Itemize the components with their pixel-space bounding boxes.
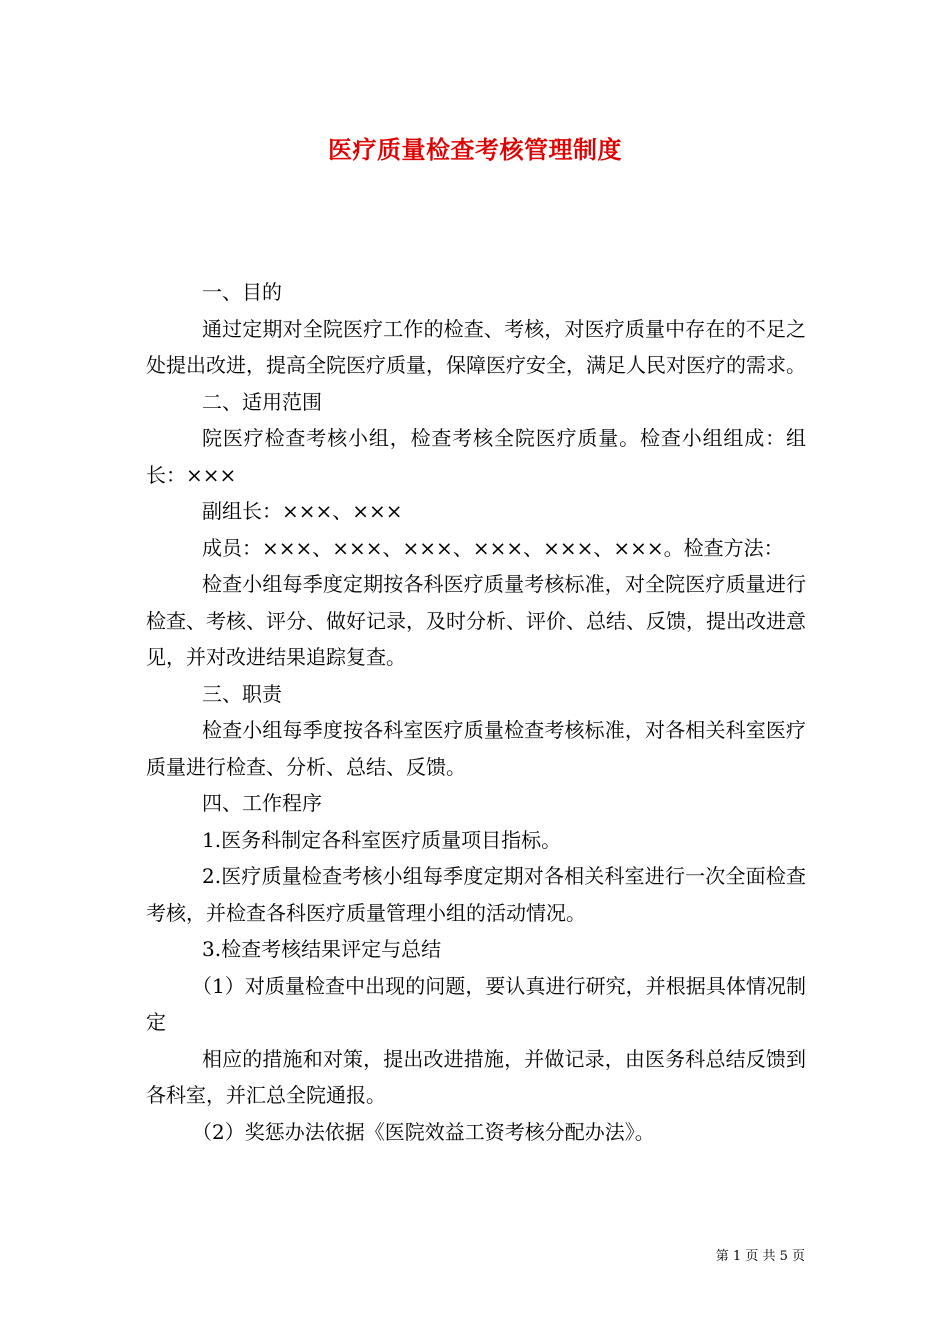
section-heading-purpose: 一、目的 — [202, 280, 282, 304]
procedure-subitem-2: （2）奖惩办法依据《医院效益工资考核分配办法》。 — [192, 1119, 655, 1144]
paragraph-scope: 院医疗检查考核小组，检查考核全院医疗质量。检查小组组成：组长：××× — [146, 426, 806, 487]
paragraph-deputy-leader: 副组长：×××、××× — [202, 499, 403, 523]
procedure-subitem-1: （1）对质量检查中出现的问题，要认真进行研究，并根据具体情况制定 — [146, 973, 806, 1034]
document-body — [146, 274, 806, 1150]
paragraph-duties: 检查小组每季度按各科室医疗质量检查考核标准，对各相关科室医疗质量进行检查、分析、总结、反馈。 — [146, 718, 806, 779]
procedure-subitem-1-continued: 相应的措施和对策，提出改进措施，并做记录，由医务科总结反馈到各科室，并汇总全院通报。 — [146, 1046, 806, 1107]
paragraph-purpose: 通过定期对全院医疗工作的检查、考核，对医疗质量中存在的不足之处提出改进，提高全院医疗质量，保障医疗安全，满足人民对医疗的需求。 — [146, 316, 806, 377]
paragraph-method: 检查小组每季度定期按各科医疗质量考核标准，对全院医疗质量进行检查、考核、评分、做好记录，及时分析、评价、总结、反馈，提出改进意见，并对改进结果追踪复查。 — [146, 572, 806, 669]
section-heading-duties: 三、职责 — [202, 681, 282, 706]
section-heading-procedure: 四、工作程序 — [202, 791, 322, 815]
procedure-item-2: 2.医疗质量检查考核小组每季度定期对各相关科室进行一次全面检查考核，并检查各科医疗质量管理小组的活动情况。 — [146, 864, 806, 925]
section-heading-scope: 二、适用范围 — [202, 389, 322, 414]
procedure-item-1: 1.医务科制定各科室医疗质量项目指标。 — [202, 827, 562, 852]
paragraph-members: 成员：×××、×××、×××、×××、×××、×××。检查方法： — [202, 535, 784, 560]
procedure-item-3: 3.检查考核结果评定与总结 — [202, 937, 442, 961]
page-number: 第 1 页 共 5 页 — [715, 1249, 805, 1264]
document-title: 医疗质量检查考核管理制度 — [328, 135, 622, 164]
